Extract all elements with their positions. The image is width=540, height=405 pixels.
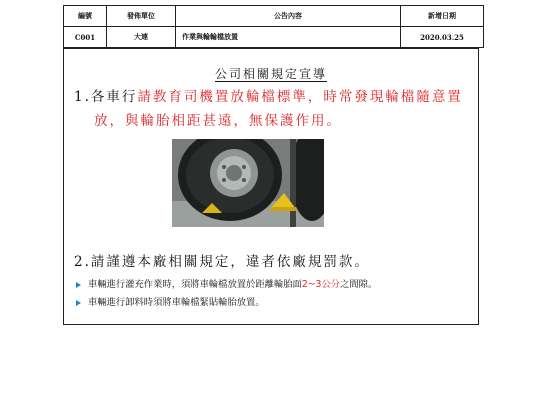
item1-red-text-a: 請教育司機置放輪檔標準，時常發現輪檔隨意置 <box>137 89 463 105</box>
col-header-content: 公告內容 <box>176 6 401 27</box>
col-header-date: 新增日期 <box>401 6 484 27</box>
item1-prefix: 1.各車行 <box>74 89 138 105</box>
rule-item-1 <box>76 276 377 290</box>
header-row <box>64 6 484 27</box>
announcement-header-table <box>63 5 484 48</box>
cell-date: 2020.03.25 <box>401 27 484 48</box>
notice-item-2: 2.請謹遵本廠相關規定，違者依廠規罰款。 <box>74 254 370 270</box>
col-header-unit: 發佈單位 <box>107 6 176 27</box>
cell-id: C001 <box>64 27 107 48</box>
rule1-red-gap: 2~3公分 <box>301 279 341 290</box>
table-row <box>64 27 484 48</box>
rule1-text-a: 車輛進行灌充作業時，須將車輪檔放置於距離輪胎面 <box>88 279 302 290</box>
notice-item-1 <box>74 85 474 133</box>
rule2-text: 車輛進行卸料時須將車輪檔緊貼輪胎放置。 <box>88 297 265 308</box>
notice-body <box>63 48 479 325</box>
announcement-sheet <box>63 5 479 323</box>
item1-red-text-b: 放，與輪胎相距甚遠，無保護作用。 <box>94 113 342 129</box>
tire-photo-drawing <box>172 139 324 227</box>
bullet-arrow-icon <box>76 282 81 288</box>
rule-item-2 <box>76 294 265 308</box>
col-header-id: 編號 <box>64 6 107 27</box>
tire-with-wheel-chock-photo <box>172 139 324 227</box>
rule1-text-b: 之間隙。 <box>340 279 378 290</box>
cell-content: 作業與輪輪檔放置 <box>176 27 401 48</box>
notice-title: 公司相關規定宣導 <box>214 67 327 81</box>
bullet-arrow-icon <box>76 300 81 306</box>
cell-unit: 大連 <box>107 27 176 48</box>
